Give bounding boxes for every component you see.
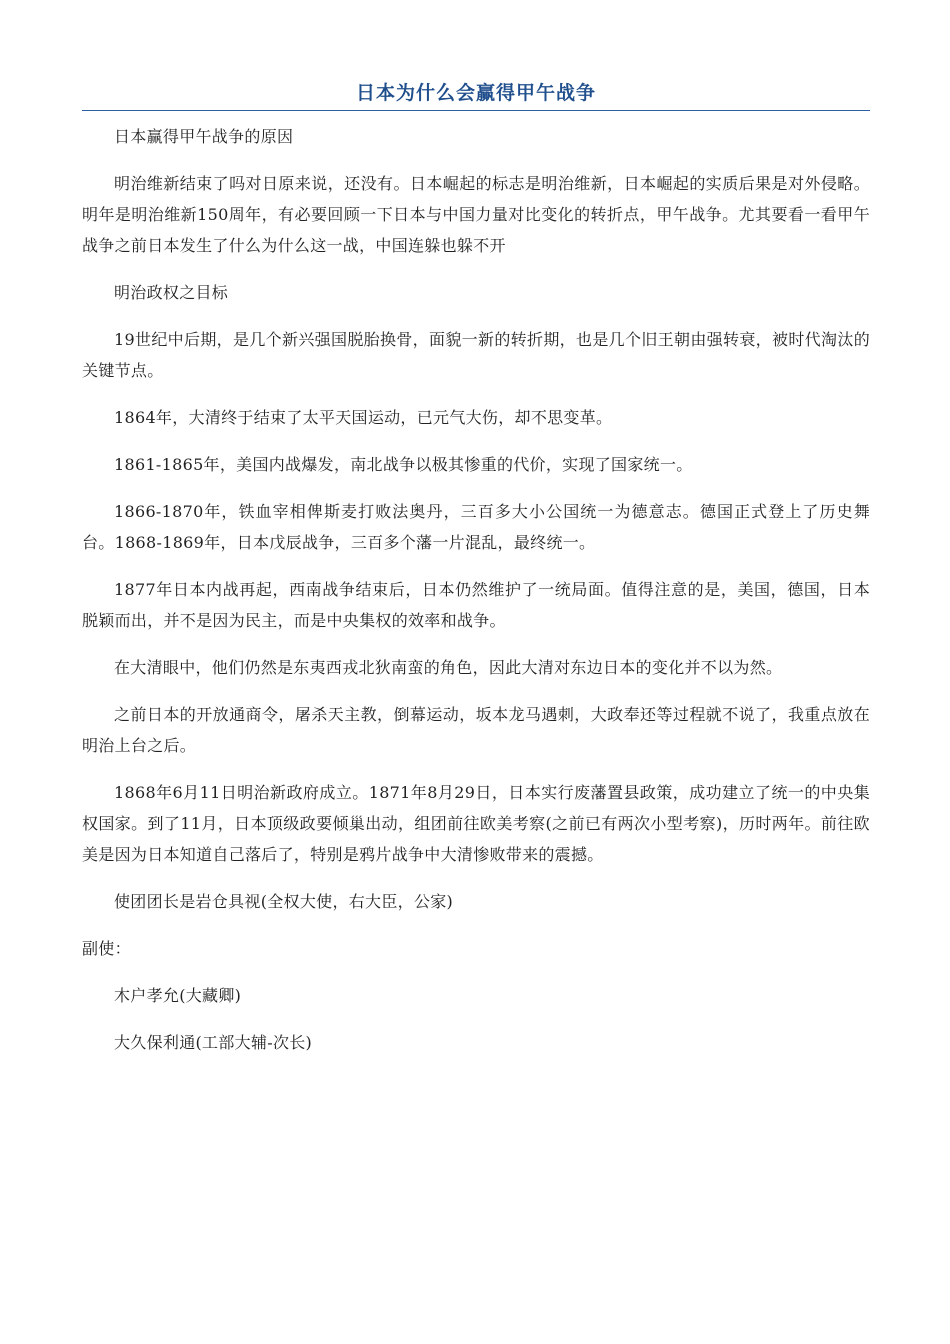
document-page [82,78,870,1074]
paragraph: 之前日本的开放通商令，屠杀天主教，倒幕运动，坂本龙马遇刺，大政奉还等过程就不说了，我重点放在明治上台之后。 [82,705,870,755]
paragraph: 1877年日本内战再起，西南战争结束后，日本仍然维护了一统局面。值得注意的是，美国，德国，日本脱颖而出，并不是因为民主，而是中央集权的效率和战争。 [82,580,870,630]
paragraph: 大久保利通(工部大辅-次长) [114,1033,313,1052]
paragraph: 副使： [82,939,131,958]
paragraph: 1864年，大清终于结束了太平天国运动，已元气大伤，却不思变革。 [114,408,613,427]
paragraph: 明治政权之目标 [114,283,229,302]
paragraph: 在大清眼中，他们仍然是东夷西戎北狄南蛮的角色，因此大清对东边日本的变化并不以为然。 [114,658,783,677]
document-title: 日本为什么会赢得甲午战争 [82,78,870,111]
paragraph: 使团团长是岩仓具视(全权大使，右大臣，公家) [114,892,454,911]
paragraph: 日本赢得甲午战争的原因 [114,127,294,146]
paragraph: 木户孝允(大藏卿) [114,986,242,1005]
paragraph: 19世纪中后期，是几个新兴强国脱胎换骨，面貌一新的转折期，也是几个旧王朝由强转衰，被时代淘汰的关键节点。 [82,330,870,380]
paragraph: 1861-1865年，美国内战爆发，南北战争以极其惨重的代价，实现了国家统一。 [114,455,693,474]
paragraph: 1866-1870年，铁血宰相俾斯麦打败法奥丹，三百多大小公国统一为德意志。德国正式登上了历史舞台。1868-1869年，日本戊辰战争，三百多个藩一片混乱，最终统一。 [82,502,870,552]
paragraph: 1868年6月11日明治新政府成立。1871年8月29日，日本实行废藩置县政策，成功建立了统一的中央集权国家。到了11月，日本顶级政要倾巢出动，组团前往欧美考察(之前已有两次小型考察)，历时两年。前往欧美是因为日本知道自己落后了，特别是鸦片战争中大清惨败带来的震撼。 [82,783,870,864]
document-body [82,121,870,1058]
paragraph: 明治维新结束了吗对日原来说，还没有。日本崛起的标志是明治维新，日本崛起的实质后果是对外侵略。明年是明治维新150周年，有必要回顾一下日本与中国力量对比变化的转折点，甲午战争。尤其要看一看甲午战争之前日本发生了什么为什么这一战，中国连躲也躲不开 [82,174,870,255]
